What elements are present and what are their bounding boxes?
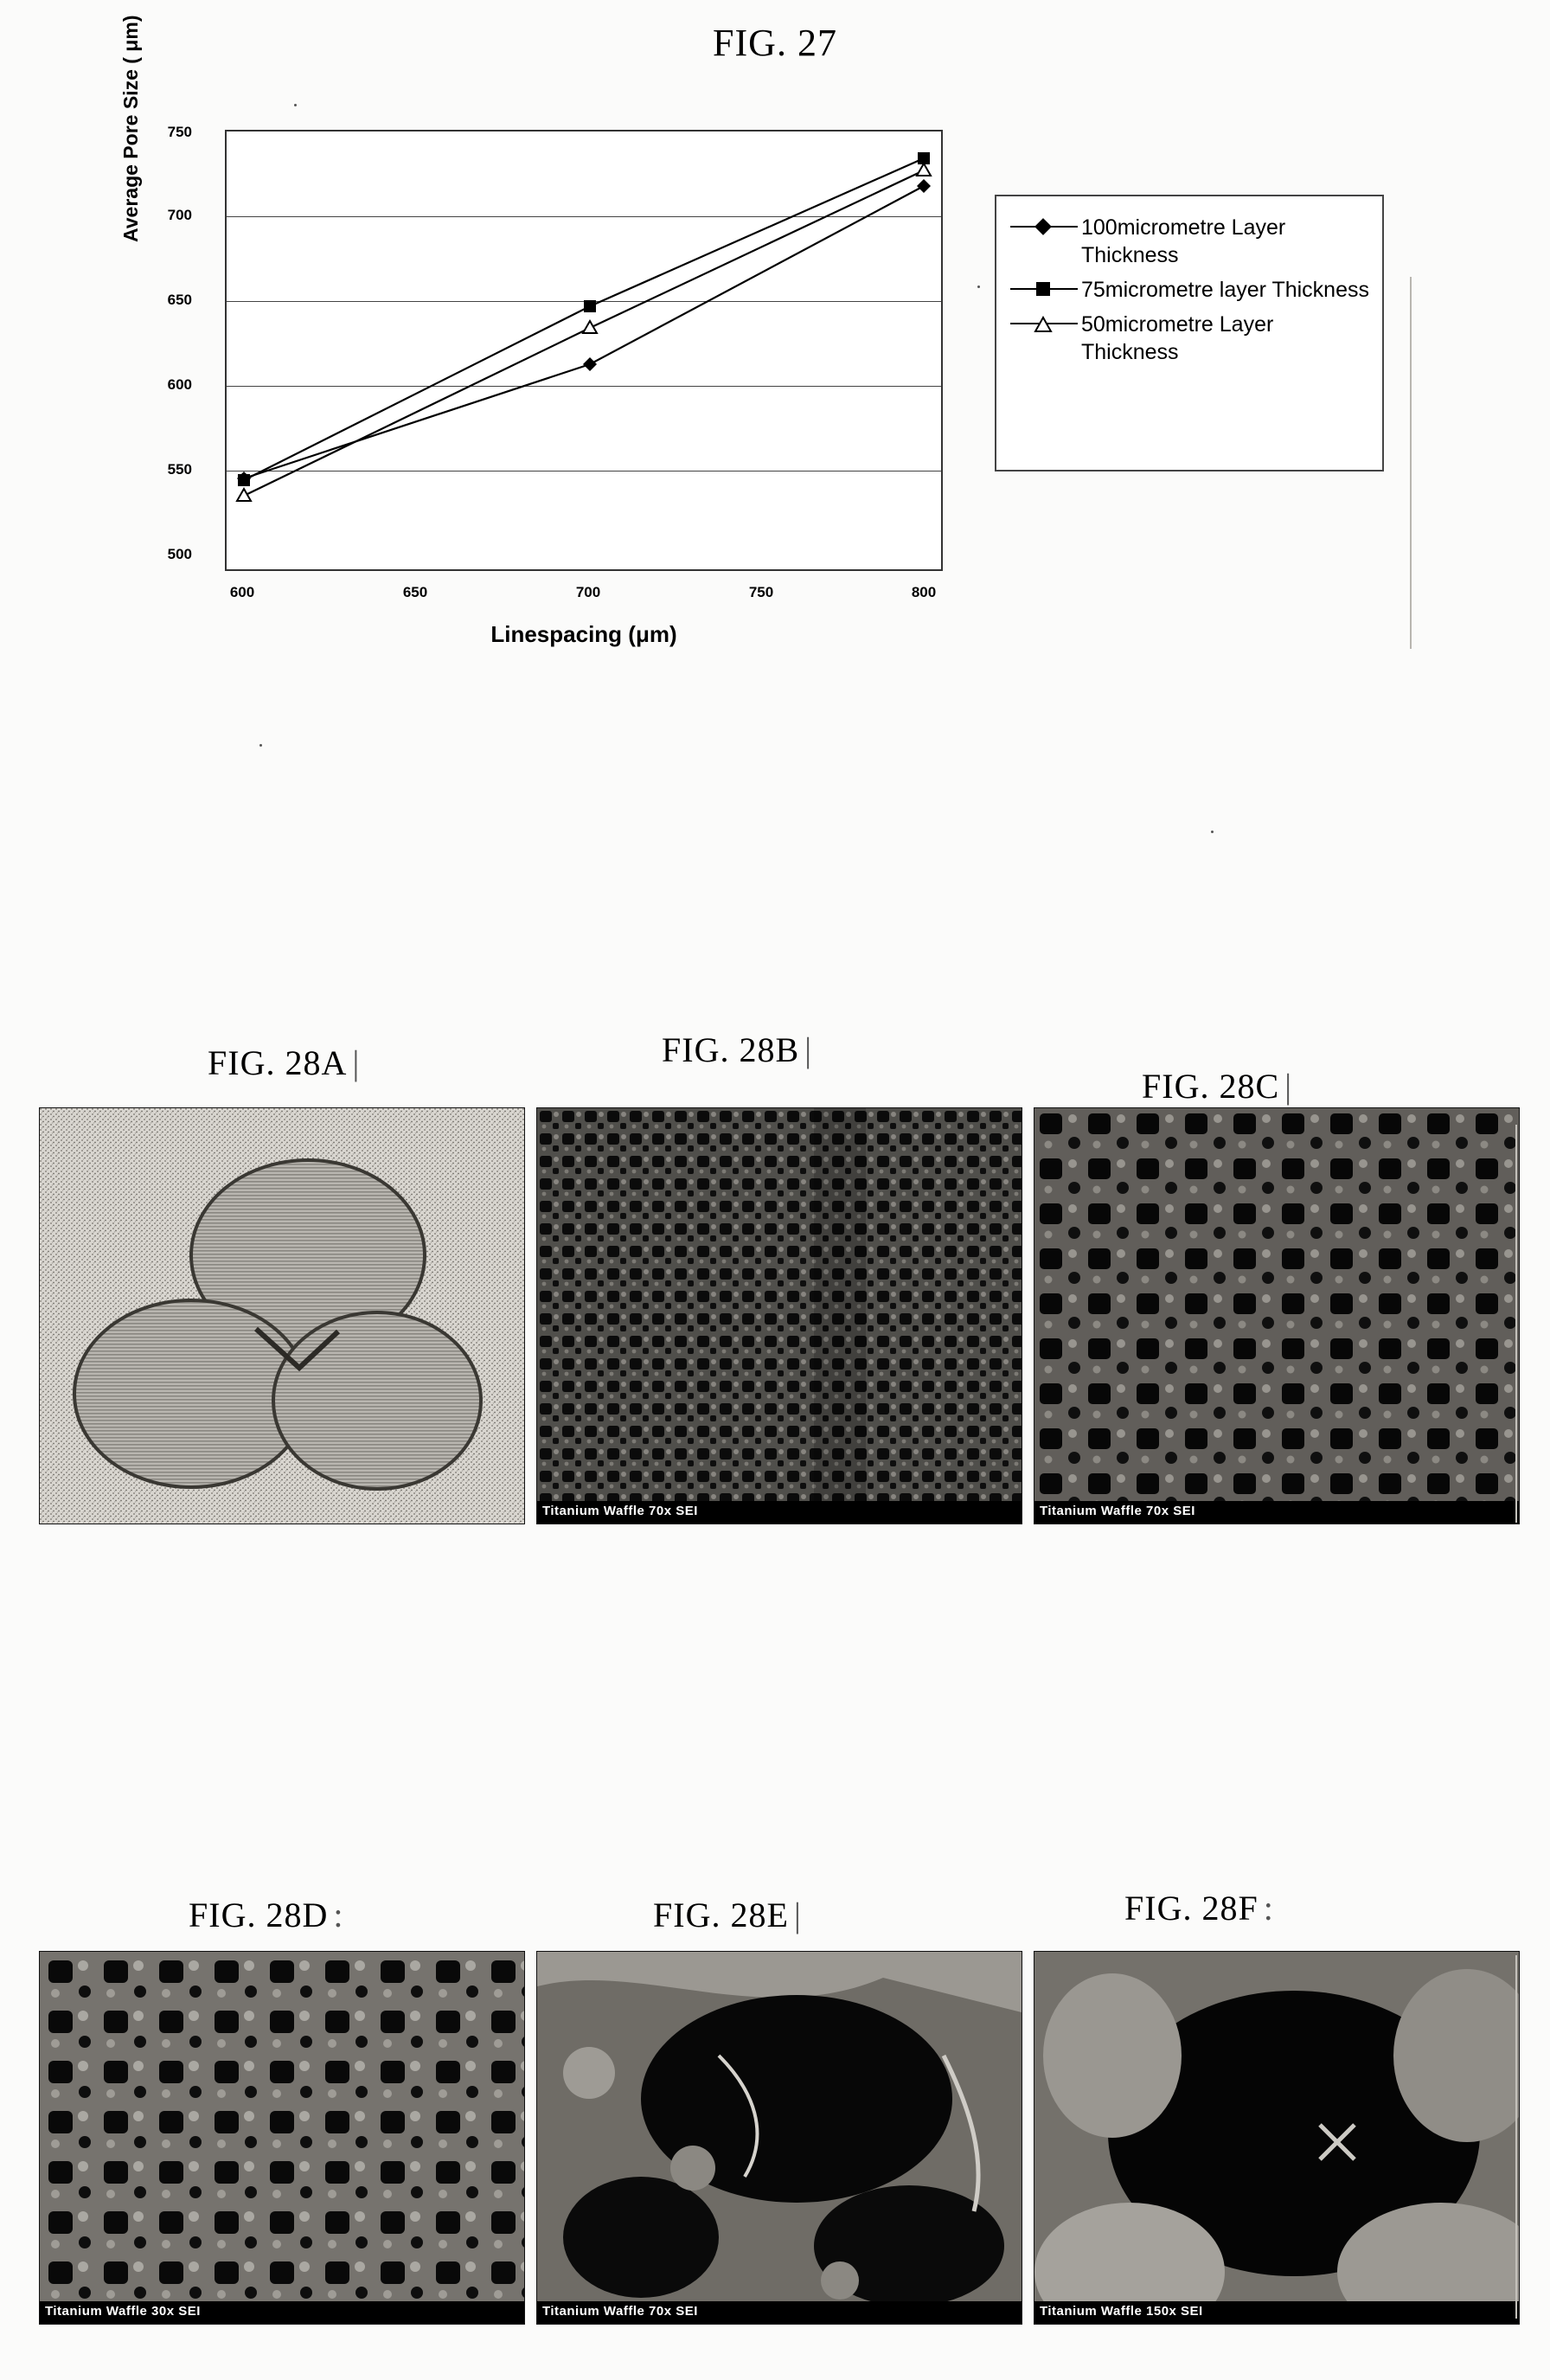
scan-speck bbox=[977, 285, 980, 288]
fig28d-caption: FIG. 28D : bbox=[189, 1896, 344, 1934]
legend-item-2 bbox=[1007, 309, 1374, 366]
y-tick-500: 500 bbox=[167, 546, 192, 562]
fig28b-graphic bbox=[537, 1108, 1022, 1524]
x-tick-600: 600 bbox=[229, 584, 255, 600]
chart-x-axis-label: Linespacing (μm) bbox=[490, 621, 677, 647]
legend-label-1: 75micrometre layer Thickness bbox=[1081, 278, 1369, 302]
fig28e-sem-banner: Titanium Waffle 70x SEI bbox=[537, 2301, 1022, 2324]
fig28b-image bbox=[536, 1107, 1022, 1524]
fig28c-sem-banner: Titanium Waffle 70x SEI bbox=[1034, 1501, 1519, 1524]
fig27-title: FIG. 27 bbox=[713, 22, 837, 64]
legend-label-0: 100micrometre Layer Thickness bbox=[1081, 215, 1286, 267]
fig28b-caption: FIG. 28B | bbox=[662, 1030, 813, 1069]
diamond-marker-icon bbox=[1007, 212, 1081, 241]
fig28d-image bbox=[39, 1951, 525, 2325]
fig28d-sem-banner: Titanium Waffle 30x SEI bbox=[40, 2301, 524, 2324]
x-tick-700: 700 bbox=[575, 584, 601, 600]
scan-speck bbox=[259, 744, 262, 747]
y-tick-650: 650 bbox=[167, 292, 192, 308]
chart-plot-area bbox=[225, 130, 943, 571]
fig28c-graphic bbox=[1034, 1108, 1519, 1524]
fig28a-caption: FIG. 28A | bbox=[208, 1043, 361, 1082]
y-tick-600: 600 bbox=[167, 376, 192, 393]
fig28a-graphic bbox=[40, 1108, 524, 1524]
scan-speck bbox=[294, 104, 297, 106]
fig28a-image bbox=[39, 1107, 525, 1524]
caption-tick-mark: | bbox=[352, 1043, 361, 1082]
x-tick-650: 650 bbox=[402, 584, 428, 600]
scan-speck bbox=[1211, 831, 1214, 833]
scan-edge-line bbox=[1515, 1125, 1517, 1523]
chart-legend bbox=[995, 195, 1384, 472]
fig28f-sem-banner: Titanium Waffle 150x SEI bbox=[1034, 2301, 1519, 2324]
caption-tick-mark: | bbox=[804, 1030, 813, 1069]
chart-series-svg bbox=[227, 132, 941, 569]
fig28e-caption: FIG. 28E | bbox=[653, 1896, 802, 1934]
legend-label-2: 50micrometre Layer Thickness bbox=[1081, 312, 1274, 364]
fig28b-sem-banner: Titanium Waffle 70x SEI bbox=[537, 1501, 1022, 1524]
caption-tick-mark: : bbox=[1263, 1889, 1274, 1928]
x-tick-800: 800 bbox=[911, 584, 937, 600]
y-tick-700: 700 bbox=[167, 207, 192, 223]
caption-tick-mark: : bbox=[333, 1896, 344, 1934]
fig28c-image bbox=[1034, 1107, 1520, 1524]
scan-edge-line bbox=[1410, 277, 1412, 649]
caption-tick-mark: | bbox=[1284, 1067, 1293, 1106]
square-marker-icon bbox=[1007, 274, 1081, 304]
caption-tick-mark: | bbox=[793, 1896, 802, 1934]
fig28e-graphic bbox=[537, 1952, 1022, 2324]
legend-item-0 bbox=[1007, 212, 1374, 269]
scan-edge-line bbox=[1515, 1955, 1517, 2319]
fig28c-caption: FIG. 28C | bbox=[1142, 1067, 1293, 1106]
fig28d-graphic bbox=[40, 1952, 524, 2324]
fig28f-caption: FIG. 28F : bbox=[1124, 1889, 1274, 1928]
fig28f-graphic bbox=[1034, 1952, 1519, 2324]
triangle-marker-icon bbox=[1007, 309, 1081, 338]
y-tick-550: 550 bbox=[167, 461, 192, 478]
y-tick-750: 750 bbox=[167, 124, 192, 140]
fig28f-image bbox=[1034, 1951, 1520, 2325]
legend-item-1 bbox=[1007, 274, 1374, 304]
fig28e-image bbox=[536, 1951, 1022, 2325]
chart-y-axis-label: Average Pore Size ( μm) bbox=[119, 15, 142, 242]
x-tick-750: 750 bbox=[748, 584, 774, 600]
